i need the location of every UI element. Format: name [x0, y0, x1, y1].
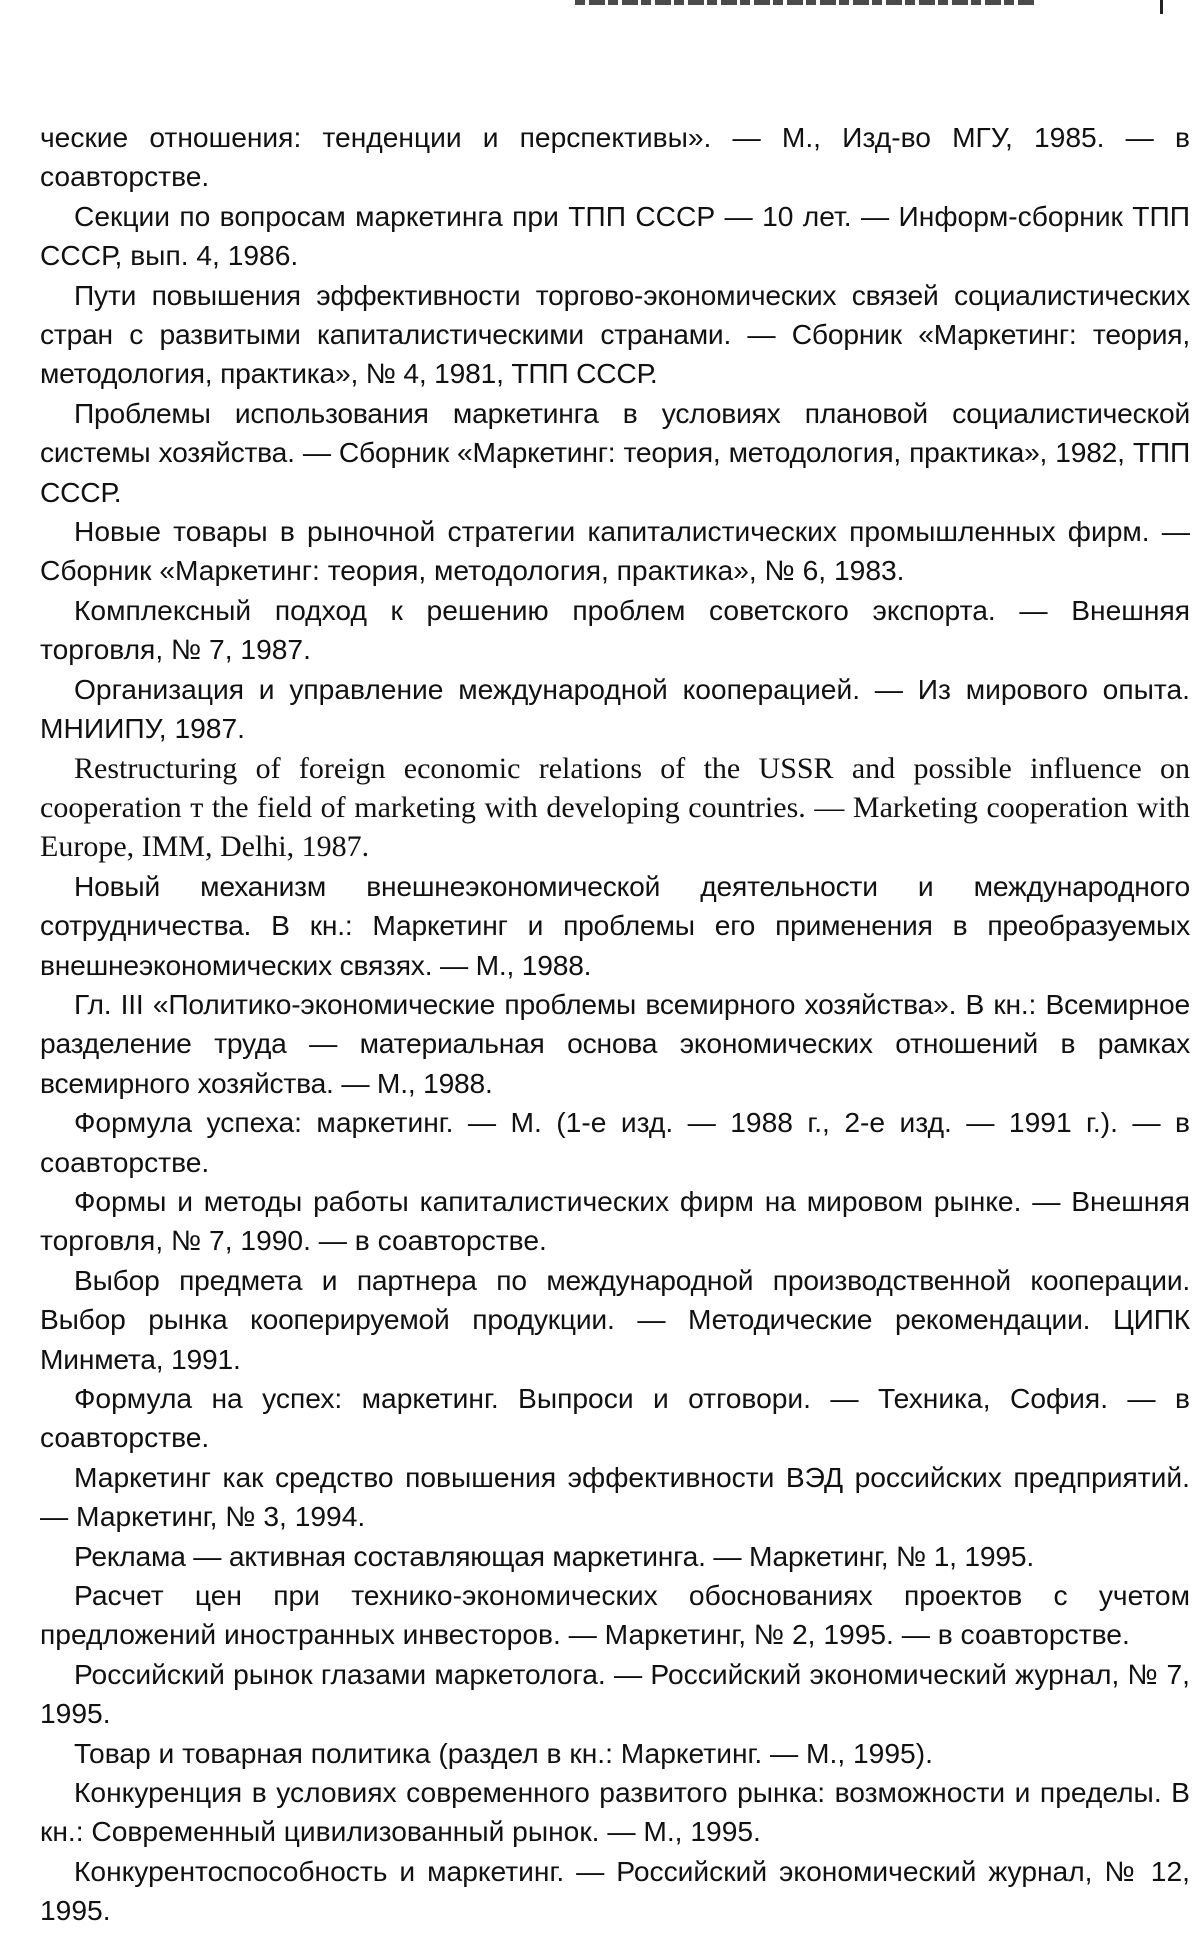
bibliography-entry: Новый механизм внешнеэкономической деятельности и международного сотрудничества. В кн.: Маркетинг и проблемы его применения в преобразуемых внешнеэкономических связях. — М., 1988.	[40, 867, 1190, 985]
bibliography-entry: Комплексный подход к решению проблем советского экспорта. — Внешняя торговля, № 7, 1987.	[40, 591, 1190, 670]
bibliography-entry: Новые товары в рыночной стратегии капиталистических промышленных фирм. — Сборник «Маркетинг: теория, методология, практика», № 6, 1983.	[40, 512, 1190, 591]
bibliography-page	[40, 118, 1190, 1931]
bibliography-entry: Конкуренция в условиях современного развитого рынка: возможности и пределы. В кн.: Современный цивилизованный рынок. — М., 1995.	[40, 1773, 1190, 1852]
bibliography-entry: Restructuring of foreign economic relations of the USSR and possible influence on cooperation т the field of marketing with developing countries. — Marketing cooperation with Europe, IMM, Delhi, 1987.	[40, 749, 1190, 867]
bibliography-entry: Выбор предмета и партнера по международной производственной кооперации. Выбор рынка кооперируемой продукции. — Методические рекомендации. ЦИПК Минмета, 1991.	[40, 1261, 1190, 1379]
bibliography-entry: ческие отношения: тенденции и перспективы». — М., Изд-во МГУ, 1985. — в соавторстве.	[40, 118, 1190, 197]
header-rule	[575, 0, 1035, 5]
bibliography-entry: Товар и товарная политика (раздел в кн.: Маркетинг. — М., 1995).	[40, 1734, 1190, 1773]
bibliography-entry: Секции по вопросам маркетинга при ТПП СССР — 10 лет. — Информ-сборник ТПП СССР, вып. 4, 1986.	[40, 197, 1190, 276]
bibliography-entry: Пути повышения эффективности торгово-экономических связей социалистических стран с развитыми капиталистическими странами. — Сборник «Маркетинг: теория, методология, практика», № 4, 1981, ТПП СССР.	[40, 276, 1190, 394]
bibliography-entry: Российский рынок глазами маркетолога. — Российский экономический журнал, № 7, 1995.	[40, 1655, 1190, 1734]
bibliography-entry: Проблемы использования маркетинга в условиях плановой социалистической системы хозяйства. — Сборник «Маркетинг: теория, методология, практика», 1982, ТПП СССР.	[40, 394, 1190, 512]
bibliography-entry: Маркетинг как средство повышения эффективности ВЭД российских предприятий. — Маркетинг, № 3, 1994.	[40, 1458, 1190, 1537]
bibliography-entry: Конкурентоспособность и маркетинг. — Российский экономический журнал, № 12, 1995.	[40, 1852, 1190, 1931]
bibliography-entry: Расчет цен при технико-экономических обоснованиях проектов с учетом предложений иностранных инвесторов. — Маркетинг, № 2, 1995. — в соавторстве.	[40, 1576, 1190, 1655]
bibliography-entry: Формы и методы работы капиталистических фирм на мировом рынке. — Внешняя торговля, № 7, 1990. — в соавторстве.	[40, 1182, 1190, 1261]
bibliography-entry: Гл. III «Политико-экономические проблемы всемирного хозяйства». В кн.: Всемирное разделение труда — материальная основа экономических отношений в рамках всемирного хозяйства. — М., 1988.	[40, 985, 1190, 1103]
bibliography-entry: Организация и управление международной кооперацией. — Из мирового опыта. МНИИПУ, 1987.	[40, 670, 1190, 749]
bibliography-entry: Формула успеха: маркетинг. — М. (1-е изд. — 1988 г., 2-е изд. — 1991 г.). — в соавторстве.	[40, 1103, 1190, 1182]
bibliography-entry: Формула на успех: маркетинг. Выпроси и отговори. — Техника, София. — в соавторстве.	[40, 1379, 1190, 1458]
bibliography-entry: Реклама — активная составляющая маркетинга. — Маркетинг, № 1, 1995.	[40, 1537, 1190, 1576]
header-tick	[1160, 0, 1163, 14]
